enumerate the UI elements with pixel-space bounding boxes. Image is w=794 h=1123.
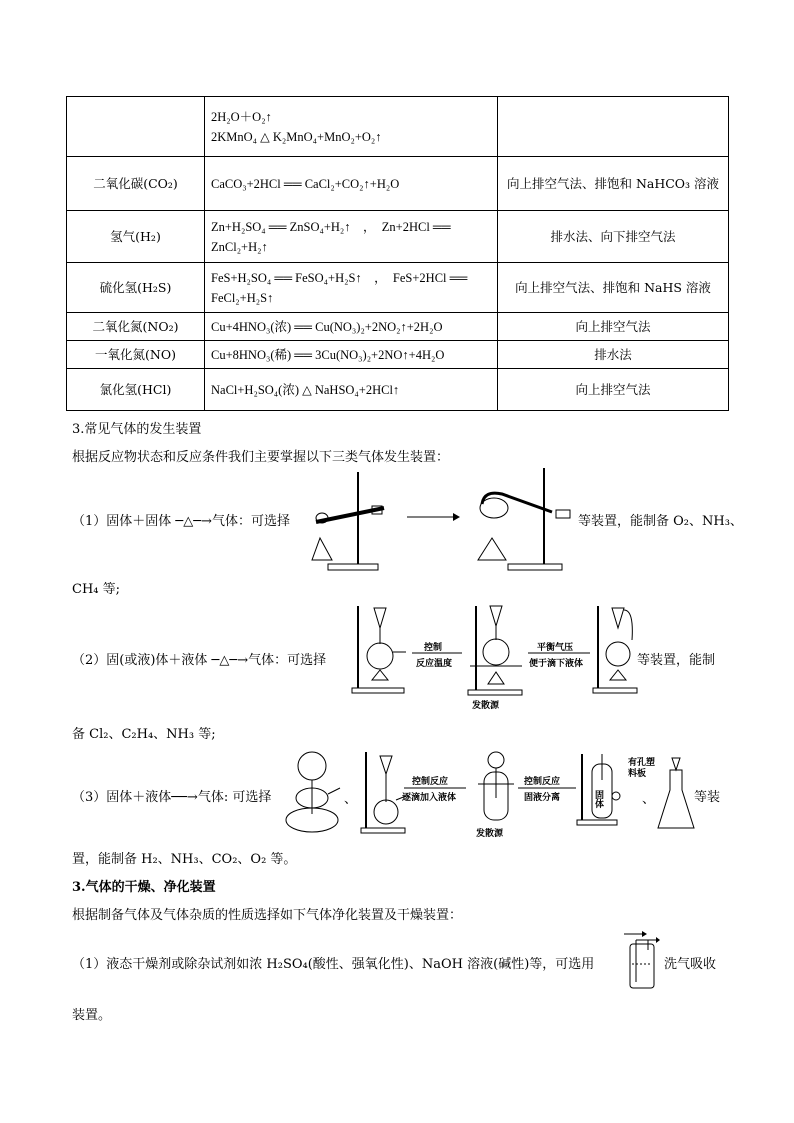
solid-heating-apparatus bbox=[308, 468, 388, 574]
liquid-heating-apparatus-3 bbox=[592, 600, 640, 696]
section-intro: 根据反应物状态和反应条件我们主要掌握以下三类气体发生装置： bbox=[72, 450, 450, 465]
equation-cell: FeS+H₂SO₄ ══ FeSO₄+H₂S↑ ， FeS+2HCl ══ FeCl₂+H₂S↑ bbox=[205, 263, 498, 313]
gas-cell: 氯化氢(HCl) bbox=[67, 369, 205, 411]
item4-text-b: 洗气吸收 bbox=[664, 957, 717, 972]
label-control-temp: 反应温度 bbox=[416, 659, 453, 669]
liquid-heating-apparatus-2 bbox=[466, 600, 526, 696]
gas-cell: 一氧化氮(NO) bbox=[67, 341, 205, 369]
label-control: 控制 bbox=[424, 643, 443, 653]
gas-cell: 硫化氢(H₂S) bbox=[67, 263, 205, 313]
item2-text-c: 备 Cl₂、C₂H₄、NH₃ 等; bbox=[72, 727, 216, 742]
gas-cell: 二氧化碳(CO₂) bbox=[67, 157, 205, 211]
table-row bbox=[67, 211, 729, 263]
label-dropwise: 逐滴加入液体 bbox=[402, 793, 457, 803]
collect-cell: 排水法 bbox=[498, 341, 729, 369]
equation-cell: CaCO₃+2HCl ══ CaCl₂+CO₂↑+H₂O bbox=[205, 157, 498, 211]
label-control-reaction: 控制反应 bbox=[412, 777, 449, 787]
item3-text-a: （3）固体＋液体──→气体: 可选择 bbox=[72, 790, 272, 805]
item1-text-b: 等装置，能制备 O₂、NH₃、 bbox=[578, 514, 743, 529]
item3-text-c: 置，能制备 H₂、NH₃、CO₂、O₂ 等。 bbox=[72, 852, 297, 867]
collect-cell: 向上排空气法 bbox=[498, 313, 729, 341]
item3-text-b: 等装 bbox=[694, 790, 721, 805]
section-heading: 3.常见气体的发生装置 bbox=[72, 422, 202, 437]
item1-text-c: CH₄ 等; bbox=[72, 582, 121, 597]
label-control-reaction-2: 控制反应 bbox=[524, 777, 561, 787]
item2-text-a: （2）固(或液)体＋液体 ─△─→气体：可选择 bbox=[72, 653, 327, 668]
label-separation: 固液分离 bbox=[524, 793, 561, 803]
gas-cell: 二氧化氮(NO₂) bbox=[67, 313, 205, 341]
perforated-plate-tube bbox=[576, 750, 626, 826]
table-row bbox=[67, 263, 729, 313]
gas-cell: 氢气(H₂) bbox=[67, 211, 205, 263]
test-tube-source bbox=[476, 750, 516, 824]
label-source-2: 发散源 bbox=[476, 829, 504, 839]
table-row bbox=[67, 157, 729, 211]
equation-cell: NaCl+H₂SO₄(浓) △ NaHSO₄+2HCl↑ bbox=[205, 369, 498, 411]
item1-text-a: （1）固体＋固体 ─△─→气体：可选择 bbox=[72, 514, 290, 529]
table-row bbox=[67, 97, 729, 157]
equation-cell: Zn+H₂SO₄ ══ ZnSO₄+H₂↑ ， Zn+2HCl ══ ZnCl₂+H₂↑ bbox=[205, 211, 498, 263]
solid-heating-apparatus-alt bbox=[472, 464, 576, 576]
label-perforated-plate: 有孔塑料板 bbox=[628, 758, 656, 779]
table-row bbox=[67, 369, 729, 411]
kipp-generator bbox=[282, 748, 342, 836]
equation-cell: Cu+8HNO₃(稀) ══ 3Cu(NO₃)₂+2NO↑+4H₂O bbox=[205, 341, 498, 369]
gas-cell bbox=[67, 97, 205, 157]
equation-cell: 2H₂O＋O₂↑ 2KMnO₄ △ K₂MnO₄+MnO₂+O₂↑ bbox=[205, 97, 498, 157]
collect-cell: 向上排空气法 bbox=[498, 369, 729, 411]
arrow-icon bbox=[405, 512, 461, 522]
arrow-icon bbox=[528, 651, 590, 655]
table-row bbox=[67, 313, 729, 341]
label-solid: 固体 bbox=[593, 790, 603, 808]
collect-cell: 向上排空气法、排饱和 NaHS 溶液 bbox=[498, 263, 729, 313]
separator-comma: 、 bbox=[642, 792, 656, 807]
section-intro-2: 根据制备气体及气体杂质的性质选择如下气体净化装置及干燥装置： bbox=[72, 908, 463, 923]
drip-funnel-flask bbox=[360, 748, 406, 834]
separator-comma: 、 bbox=[344, 792, 358, 807]
collect-cell: 向上排空气法、排饱和 NaHCO₃ 溶液 bbox=[498, 157, 729, 211]
label-source: 发散源 bbox=[472, 701, 500, 711]
equation-cell: Cu+4HNO₃(浓) ══ Cu(NO₃)₂+2NO₂↑+2H₂O bbox=[205, 313, 498, 341]
collect-cell bbox=[498, 97, 729, 157]
table-row bbox=[67, 341, 729, 369]
conical-flask bbox=[656, 756, 696, 834]
section-heading-2: 3.气体的干燥、净化装置 bbox=[72, 880, 216, 895]
label-balance: 平衡气压 bbox=[537, 643, 574, 653]
label-drip: 便于滴下液体 bbox=[529, 659, 584, 669]
item4-text-c: 装置。 bbox=[72, 1008, 112, 1023]
item2-text-b: 等装置，能制 bbox=[637, 653, 716, 668]
gas-washing-bottle bbox=[622, 930, 660, 992]
collect-cell: 排水法、向下排空气法 bbox=[498, 211, 729, 263]
liquid-heating-apparatus-1 bbox=[350, 600, 410, 696]
gas-table bbox=[66, 96, 729, 411]
reverse-arrow-icon bbox=[412, 651, 462, 655]
item4-text-a: （1）液态干燥剂或除杂试剂如浓 H₂SO₄(酸性、强氧化性)、NaOH 溶液(碱性)等，可选用 bbox=[72, 957, 595, 972]
